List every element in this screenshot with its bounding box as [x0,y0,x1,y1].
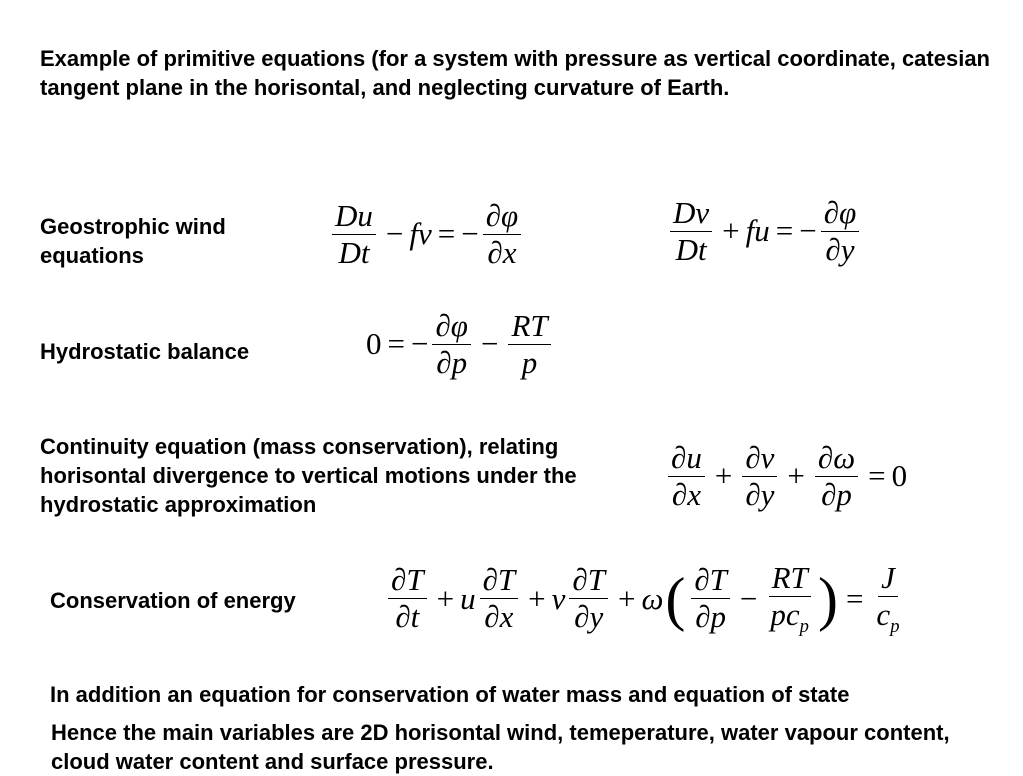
footer-line-1: In addition an equation for conservation of water mass and equation of state [50,682,850,707]
geostrophic-v-equation: $\frac{Dv}{Dt}$ + fu = − $\frac{\partial\varphi}{\partial y}$ [666,195,863,267]
continuity-label: Continuity equation (mass conservation), relating horisontal divergence to vertical motions under the hydrostatic approximation [40,434,577,517]
footer-line-2: Hence the main variables are 2D horisontal wind, temeperature, water vapour content, cloud water content and surface pressure. [51,720,950,774]
continuity-equation: $\frac{\partial u}{\partial x}$ + $\frac{\partial v}{\partial y}$ + $\frac{\partial\omega}{\partial p}$ = 0 [664,440,907,512]
energy-label: Conservation of energy [50,588,296,613]
geostrophic-u-equation: $\frac{Du}{Dt}$ − fv = − $\frac{\partial\varphi}{\partial x}$ [328,198,525,270]
hydrostatic-equation: 0 = − $\frac{\partial\varphi}{\partial p}$ − $\frac{RT}{p}$ [366,308,555,380]
intro-text: Example of primitive equations (for a system with pressure as vertical coordinate, catesian tangent plane in the horisontal, and neglecting curvature of Earth. [40,46,990,100]
hydrostatic-label: Hydrostatic balance [40,339,250,364]
energy-equation: $\frac{\partial T}{\partial t}$ + u $\frac{\partial T}{\partial x}$ + v $\frac{\partial T}{\partial y}$ + ω ( $\frac{\partial T}{\partial p}$ − $\frac{RT}{pc_p}$ ) = $\frac{J}{c_p}$ [384,560,906,637]
geostrophic-label: Geostrophic wind equations [40,214,226,268]
